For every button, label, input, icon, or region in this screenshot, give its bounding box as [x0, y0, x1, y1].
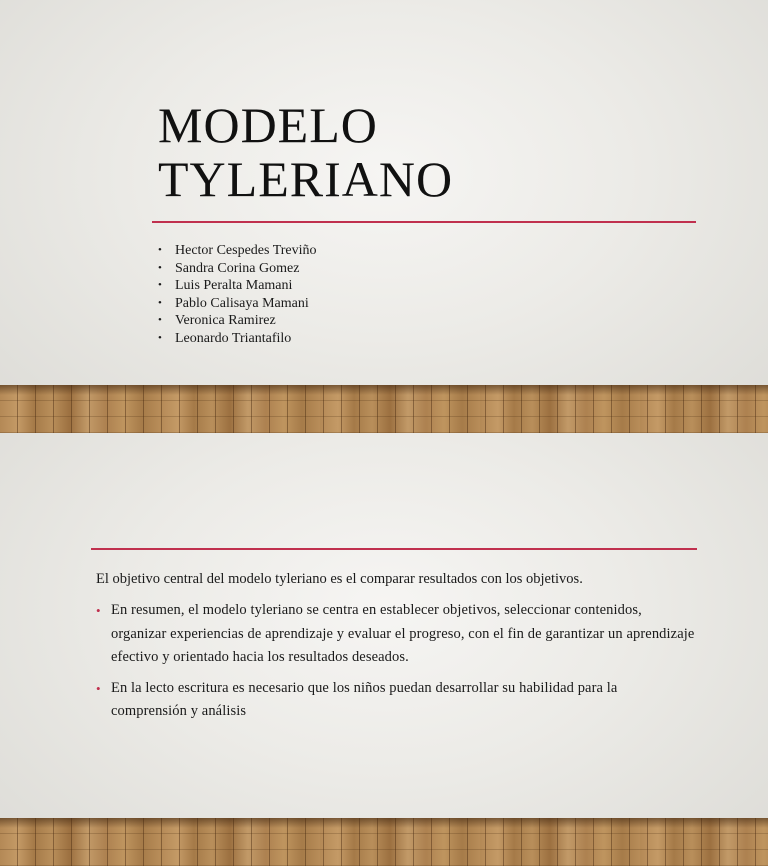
author-name: Leonardo Triantafilo	[175, 330, 292, 346]
bullet-icon: •	[158, 331, 162, 344]
wood-floor-decoration	[0, 818, 768, 866]
point-list	[96, 599, 696, 731]
content-divider	[91, 548, 697, 550]
slide-content	[0, 433, 768, 866]
point-text: En la lecto escritura es necesario que los niños puedan desarrollar su habilidad para la comprensión y análisis	[111, 679, 618, 719]
bullet-icon: •	[158, 279, 162, 291]
wood-floor-decoration	[0, 385, 768, 433]
author-item	[158, 295, 317, 313]
bullet-icon: •	[96, 680, 101, 696]
point-item	[96, 599, 696, 670]
intro-paragraph: El objetivo central del modelo tyleriano es el comparar resultados con los objetivos.	[96, 571, 583, 587]
bullet-icon: •	[158, 296, 162, 309]
author-item	[158, 242, 317, 260]
author-item	[158, 330, 317, 348]
author-name: Pablo Calisaya Mamani	[175, 295, 309, 311]
slide-title-heading	[158, 98, 453, 206]
author-name: Hector Cespedes Treviño	[175, 243, 317, 258]
author-list	[158, 242, 317, 347]
point-item	[96, 677, 696, 724]
title-line-2: TYLERIANO	[158, 151, 454, 207]
bullet-icon: •	[158, 244, 162, 256]
author-name: Luis Peralta Mamani	[175, 278, 293, 293]
title-divider	[152, 221, 696, 223]
bullet-icon: •	[158, 314, 162, 326]
author-item	[158, 312, 317, 330]
bullet-icon: •	[158, 261, 162, 274]
author-item	[158, 260, 317, 278]
author-item	[158, 277, 317, 295]
author-name: Sandra Corina Gomez	[175, 260, 300, 276]
title-line-1: MODELO	[158, 97, 378, 153]
point-text: En resumen, el modelo tyleriano se centra en establecer objetivos, seleccionar contenidos, organizar experiencias de aprendizaje y evaluar el progreso, con el fin de garantizar un aprendizaje efectivo y orientado hacia los resultados deseados.	[111, 602, 695, 665]
bullet-icon: •	[96, 603, 101, 618]
author-name: Veronica Ramirez	[175, 313, 276, 328]
